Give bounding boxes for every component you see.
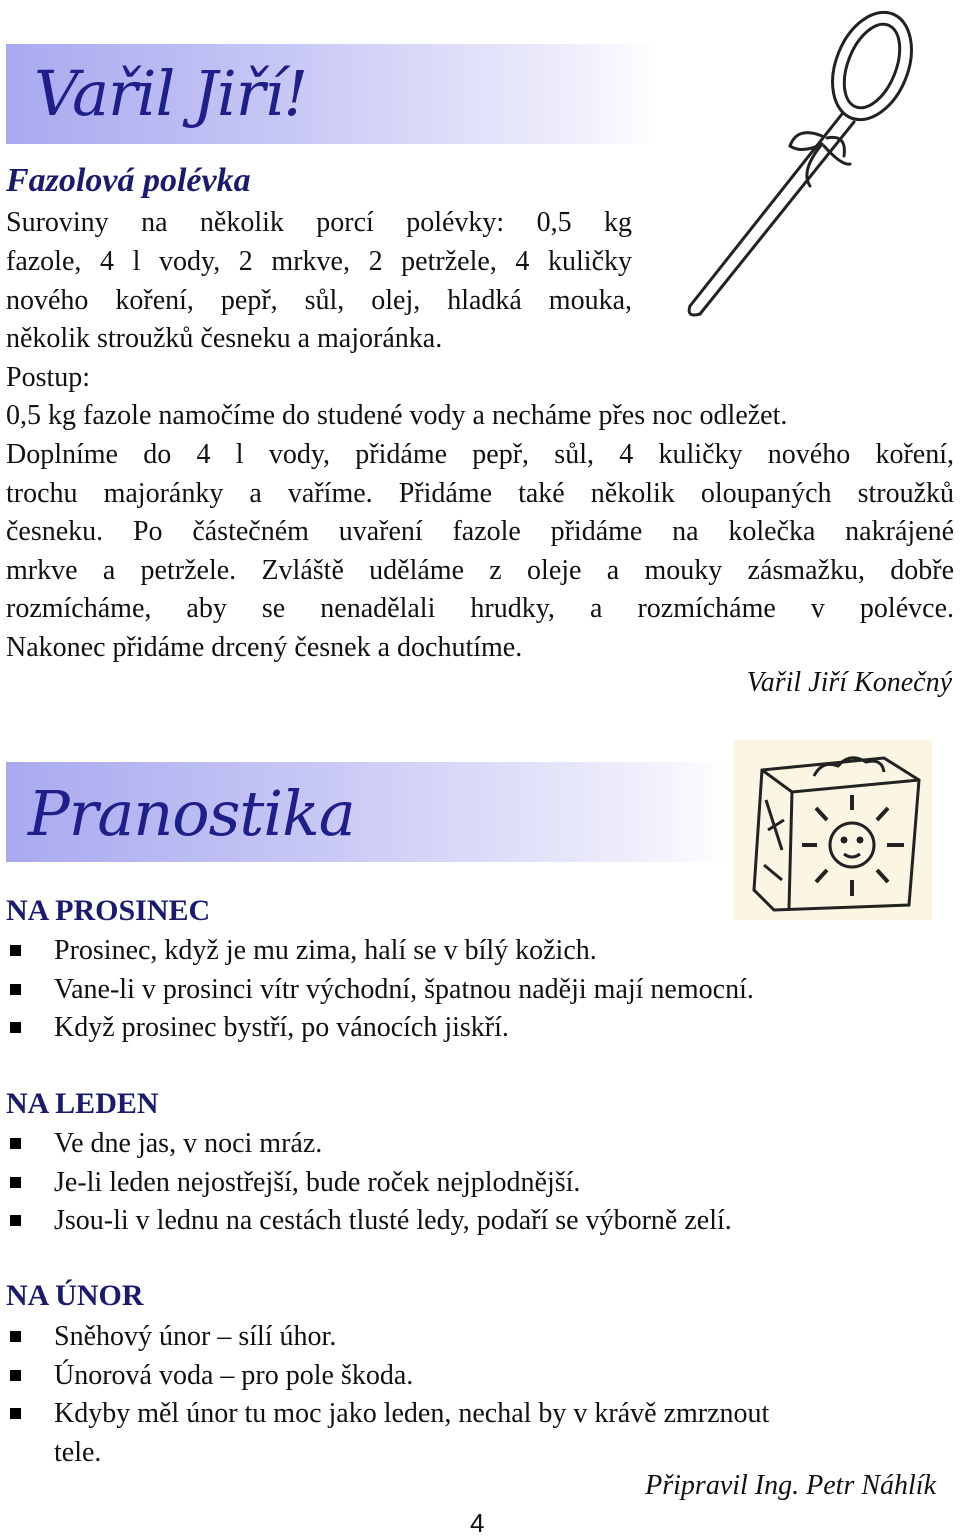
ingredients-line-2: fazole, 4 l vody, 2 mrkve, 2 petržele, 4 kuličky	[6, 246, 632, 277]
wooden-spoon-icon	[672, 6, 932, 326]
list-item: Jsou-li v lednu na cestách tlusté ledy, podaří se výborně zelí.	[0, 1202, 732, 1241]
steps-line-2: Doplníme do 4 l vody, přidáme pepř, sůl, 4 kuličky nového koření,	[6, 439, 954, 470]
pranostika-signature: Připravil Ing. Petr Náhlík	[645, 1470, 936, 1501]
list-prosinec	[0, 932, 754, 1048]
ingredients-line-3: nového koření, pepř, sůl, olej, hladká mouka,	[6, 285, 632, 316]
recipe-title: Fazolová polévka	[6, 162, 251, 199]
pranostika-banner	[6, 762, 730, 862]
ingredients-line-4: několik stroužků česneku a majoránka.	[6, 323, 443, 354]
ingredients-line-1: Suroviny na několik porcí polévky: 0,5 kg	[6, 207, 632, 238]
recipe-banner	[6, 44, 658, 144]
steps-line-3: trochu majoránky a vaříme. Přidáme také několik oloupaných stroužků	[6, 478, 954, 509]
list-item: Ve dne jas, v noci mráz.	[0, 1125, 732, 1164]
recipe-banner-title: Vařil Jiří!	[34, 57, 308, 130]
section-heading-leden: NA LEDEN	[6, 1087, 159, 1120]
page-number: 4	[470, 1508, 485, 1538]
steps-line-6: rozmícháme, aby se nenadělali hrudky, a rozmícháme v polévce.	[6, 593, 954, 624]
recipe-signature: Vařil Jiří Konečný	[746, 667, 952, 698]
list-unor	[0, 1318, 769, 1472]
list-item: Sněhový únor – sílí úhor.	[0, 1318, 769, 1357]
section-heading-prosinec: NA PROSINEC	[6, 894, 211, 927]
section-heading-unor: NA ÚNOR	[6, 1279, 144, 1312]
sun-cube-icon	[734, 740, 932, 920]
list-item-continuation: tele.	[54, 1436, 102, 1468]
list-item: Prosinec, když je mu zima, halí se v bílý kožich.	[0, 932, 754, 971]
list-item: Únorová voda – pro pole škoda.	[0, 1357, 769, 1396]
steps-line-5: mrkve a petržele. Zvláště uděláme z oleje a mouky zásmažku, dobře	[6, 555, 954, 586]
steps-line-1: 0,5 kg fazole namočíme do studené vody a necháme přes noc odležet.	[6, 400, 788, 431]
list-leden	[0, 1125, 732, 1241]
pranostika-banner-title: Pranostika	[28, 777, 355, 850]
steps-line-4: česneku. Po částečném uvaření fazole přidáme na kolečka nakrájené	[6, 516, 954, 547]
list-item: Když prosinec bystří, po vánocích jiskří.	[0, 1009, 754, 1048]
list-item: Je-li leden nejostřejší, bude roček nejplodnější.	[0, 1164, 732, 1203]
list-item: Vane-li v prosinci vítr východní, špatnou naději mají nemocní.	[0, 971, 754, 1010]
postup-label: Postup:	[6, 362, 91, 393]
list-item: Kdyby měl únor tu moc jako leden, nechal by v krávě zmrznout	[0, 1395, 769, 1434]
steps-line-7: Nakonec přidáme drcený česnek a dochutíme.	[6, 632, 523, 663]
